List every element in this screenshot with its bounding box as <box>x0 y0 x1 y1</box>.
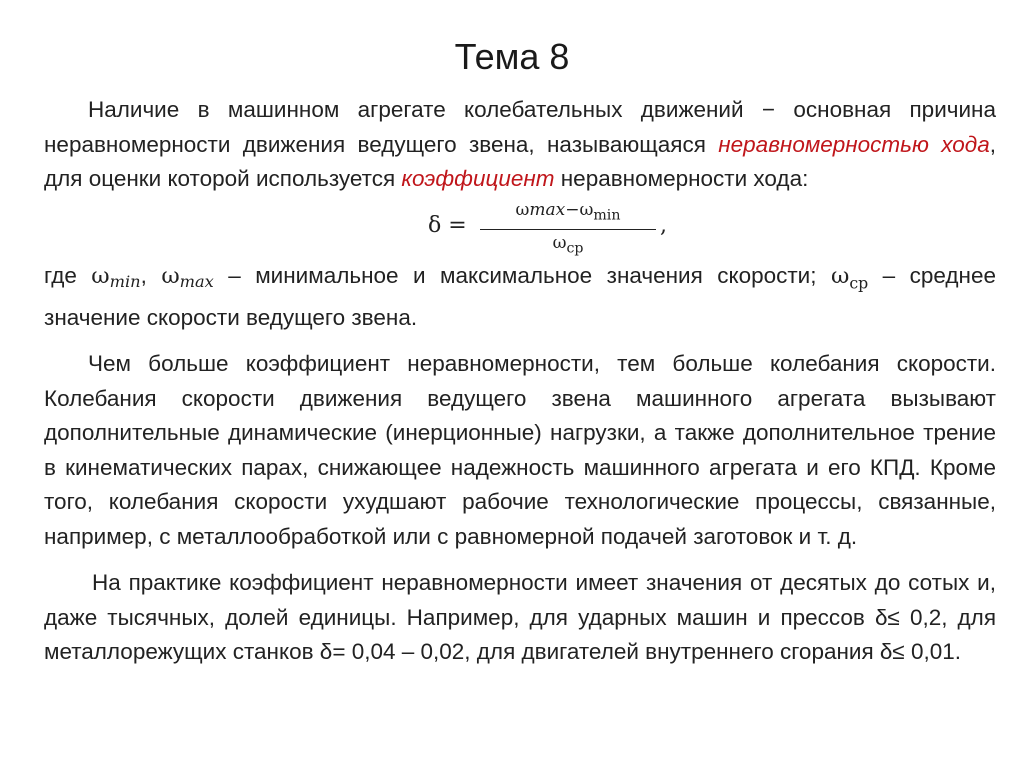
omega-symbol: ω <box>515 199 530 220</box>
where-text-2: – минимальное и максимальное значения скорости; <box>213 262 831 288</box>
omega-symbol: ω <box>830 262 850 289</box>
slide-title: Тема 8 <box>454 36 570 77</box>
omega-min <box>91 263 140 289</box>
subscript-max: max <box>179 271 214 291</box>
subscript-cp: ср <box>849 273 869 292</box>
subscript-cp: ср <box>566 240 584 257</box>
intro-text-2: , для оценки которой используется <box>44 131 996 191</box>
formula-numerator <box>480 199 656 226</box>
omega-symbol: ω <box>161 262 180 289</box>
fraction-bar <box>480 229 656 230</box>
subscript-min: min <box>593 206 621 223</box>
formula-delta <box>44 199 996 257</box>
subscript-min: min <box>109 271 141 291</box>
intro-text-3: неравномерности хода: <box>554 166 809 191</box>
paragraph-where <box>44 259 996 336</box>
term-coefficient: коэффициент <box>401 166 555 191</box>
formula-fraction <box>480 199 656 260</box>
formula-lhs: δ = <box>428 212 467 238</box>
where-text-3: – среднее значение скорости ведущего звена. <box>44 262 996 330</box>
omega-symbol: ω <box>552 232 567 253</box>
formula-denominator <box>480 232 656 259</box>
term-uneven-motion: неравномерностью хода <box>718 131 990 157</box>
where-separator: , <box>140 262 162 288</box>
where-text-1: где <box>44 262 92 288</box>
omega-symbol: ω <box>91 262 110 289</box>
omega-cp <box>830 262 869 292</box>
intro-text-1: Наличие в машинном агрегате колебательных движений − основная причина неравномерности движения ведущего звена, называющаяся <box>44 97 996 157</box>
slide-body <box>44 93 996 670</box>
minus-omega: −ω <box>565 199 594 220</box>
subscript-max: max <box>529 199 566 220</box>
omega-max <box>161 263 214 289</box>
paragraph-intro <box>44 93 996 197</box>
formula-comma: , <box>660 212 667 238</box>
paragraph-practice: На практике коэффициент неравномерности имеет значения от десятых до сотых и, даже тысячных, долей единицы. Например, для ударных машин и прессов δ≤ 0,2, для металлорежущих станков δ= 0,04 – 0,02, для двигателей внутреннего сгорания δ≤ 0,01. <box>44 570 996 664</box>
paragraph-effects: Чем больше коэффициент неравномерности, тем больше колебания скорости. Колебания скорости движения ведущего звена машинного агрегата вызывают дополнительные динамические (инерционные) нагрузки, а также дополнительное трение в кинематических парах, снижающее надежность машинного агрегата и его КПД. Кроме того, колебания скорости ухудшают рабочие технологические процессы, связанные, например, с металлообработкой или с равномерной подачей заготовок и т. д. <box>44 351 996 549</box>
